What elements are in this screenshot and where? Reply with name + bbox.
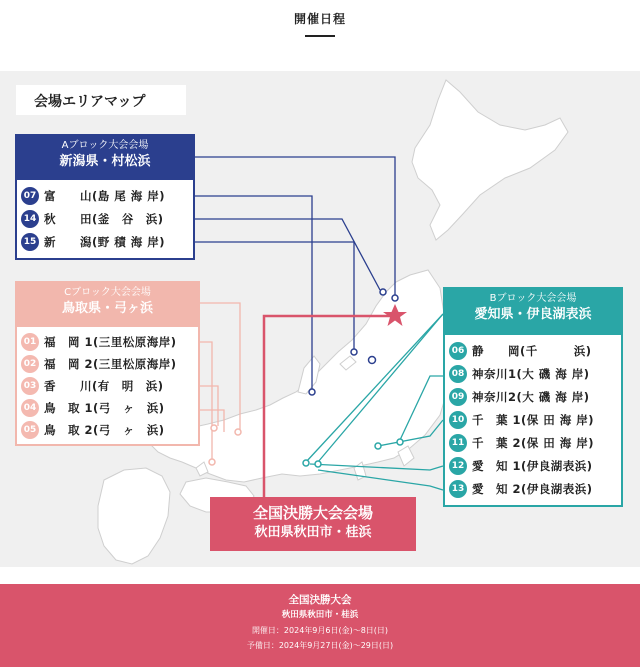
list-item [449,477,621,500]
venue-number-badge: 09 [449,388,467,406]
circle-marker-icon [235,429,241,435]
list-item [21,184,193,207]
venue-name: 香 川(有 明 浜) [44,379,164,393]
circle-marker-icon [369,357,376,364]
venue-name: 福 岡 2(三里松原海岸) [44,357,177,371]
venue-name: 鳥 取 1(弓 ヶ 浜) [44,401,165,415]
list-item [21,230,193,253]
list-item [21,331,198,353]
venue-name: 千 葉 2(保 田 海 岸) [472,435,595,450]
block-c-location: 鳥取県・弓ヶ浜 [61,301,153,316]
block-c-heading: Cブロック大会会場 [64,287,151,298]
circle-marker-icon [309,389,315,395]
circle-marker-icon [351,349,357,355]
venue-name: 愛 知 2(伊良湖表浜) [472,481,593,496]
list-item [21,375,198,397]
list-item [449,454,621,477]
list-item [449,385,621,408]
list-item [449,362,621,385]
block-b-venue-list [445,335,621,500]
list-item [449,408,621,431]
circle-marker-icon [211,425,217,431]
block-a-venue-card [15,134,195,260]
final-venue-title: 全国決勝大会会場 [252,504,373,522]
venue-name: 千 葉 1(保 田 海 岸) [472,412,595,427]
circle-marker-icon [375,443,381,449]
connector-kagawa [200,386,218,426]
venue-name: 新 潟(野 積 海 岸) [44,234,166,249]
kyushu-landmass [98,468,170,564]
block-a-heading: Aブロック大会会場 [61,140,149,151]
connector-niigata [195,242,354,350]
venue-name: 鳥 取 2(弓 ヶ 浜) [44,423,165,437]
block-b-venue-card [443,287,623,507]
page-title: 開催日程 [293,12,346,26]
circle-marker-icon [397,439,403,445]
venue-name: 神奈川1(大 磯 海 岸) [472,366,590,381]
list-item [449,431,621,454]
venue-number-badge: 14 [21,210,39,228]
block-b-heading: Bブロック大会会場 [489,293,577,304]
venue-number-badge: 05 [21,421,39,439]
banner-event-dates: 開催日：2024年9月6日(金)〜8日(日) [251,626,389,635]
venue-number-badge: 01 [21,333,39,351]
circle-marker-icon [303,460,309,466]
venue-number-badge: 08 [449,365,467,383]
banner-location: 秋田県秋田市・桂浜 [281,610,359,620]
block-b-header [445,289,621,335]
circle-marker-icon [392,295,398,301]
list-item [21,419,198,441]
banner-reserve-dates: 予備日：2024年9月27日(金)〜29日(日) [246,641,394,650]
block-c-venue-list [17,327,198,441]
block-a-header [17,136,193,180]
list-item [21,397,198,419]
connector-aichi-2 [318,470,443,490]
venue-number-badge: 03 [21,377,39,395]
map-title: 会場エリアマップ [16,85,186,115]
circle-marker-icon [315,461,321,467]
final-event-banner [0,584,640,667]
venue-number-badge: 13 [449,480,467,498]
block-c-venue-card [15,281,200,446]
list-item [449,339,621,362]
venue-number-badge: 02 [21,355,39,373]
venue-number-badge: 07 [21,187,39,205]
circle-marker-icon [380,289,386,295]
connector-block-a-main [195,157,395,298]
block-a-venue-list [17,180,193,253]
venue-name: 福 岡 1(三里松原海岸) [44,335,177,349]
list-item [21,353,198,375]
hokkaido-landmass [412,80,568,240]
connector-akita [195,219,380,290]
list-item [21,207,193,230]
connector-block-c-main [200,303,240,430]
title-underline [305,35,335,37]
banner-title: 全国決勝大会 [288,594,352,606]
venue-number-badge: 10 [449,411,467,429]
venue-name: 愛 知 1(伊良湖表浜) [472,458,593,473]
venue-number-badge: 15 [21,233,39,251]
venue-name: 神奈川2(大 磯 海 岸) [472,389,590,404]
venue-name: 静 岡(千 浜) [472,343,592,358]
venue-name: 富 山(島 尾 海 岸) [44,188,166,203]
circle-marker-icon [209,459,215,465]
venue-number-badge: 11 [449,434,467,452]
venue-number-badge: 12 [449,457,467,475]
venue-number-badge: 04 [21,399,39,417]
venue-name: 秋 田(釜 谷 浜) [44,211,164,226]
final-venue-location: 秋田県秋田市・桂浜 [254,525,372,540]
venue-number-badge: 06 [449,342,467,360]
block-b-location: 愛知県・伊良湖表浜 [474,307,592,322]
final-venue-card [210,497,416,551]
block-a-location: 新潟県・村松浜 [59,154,151,169]
block-c-header [17,283,198,327]
